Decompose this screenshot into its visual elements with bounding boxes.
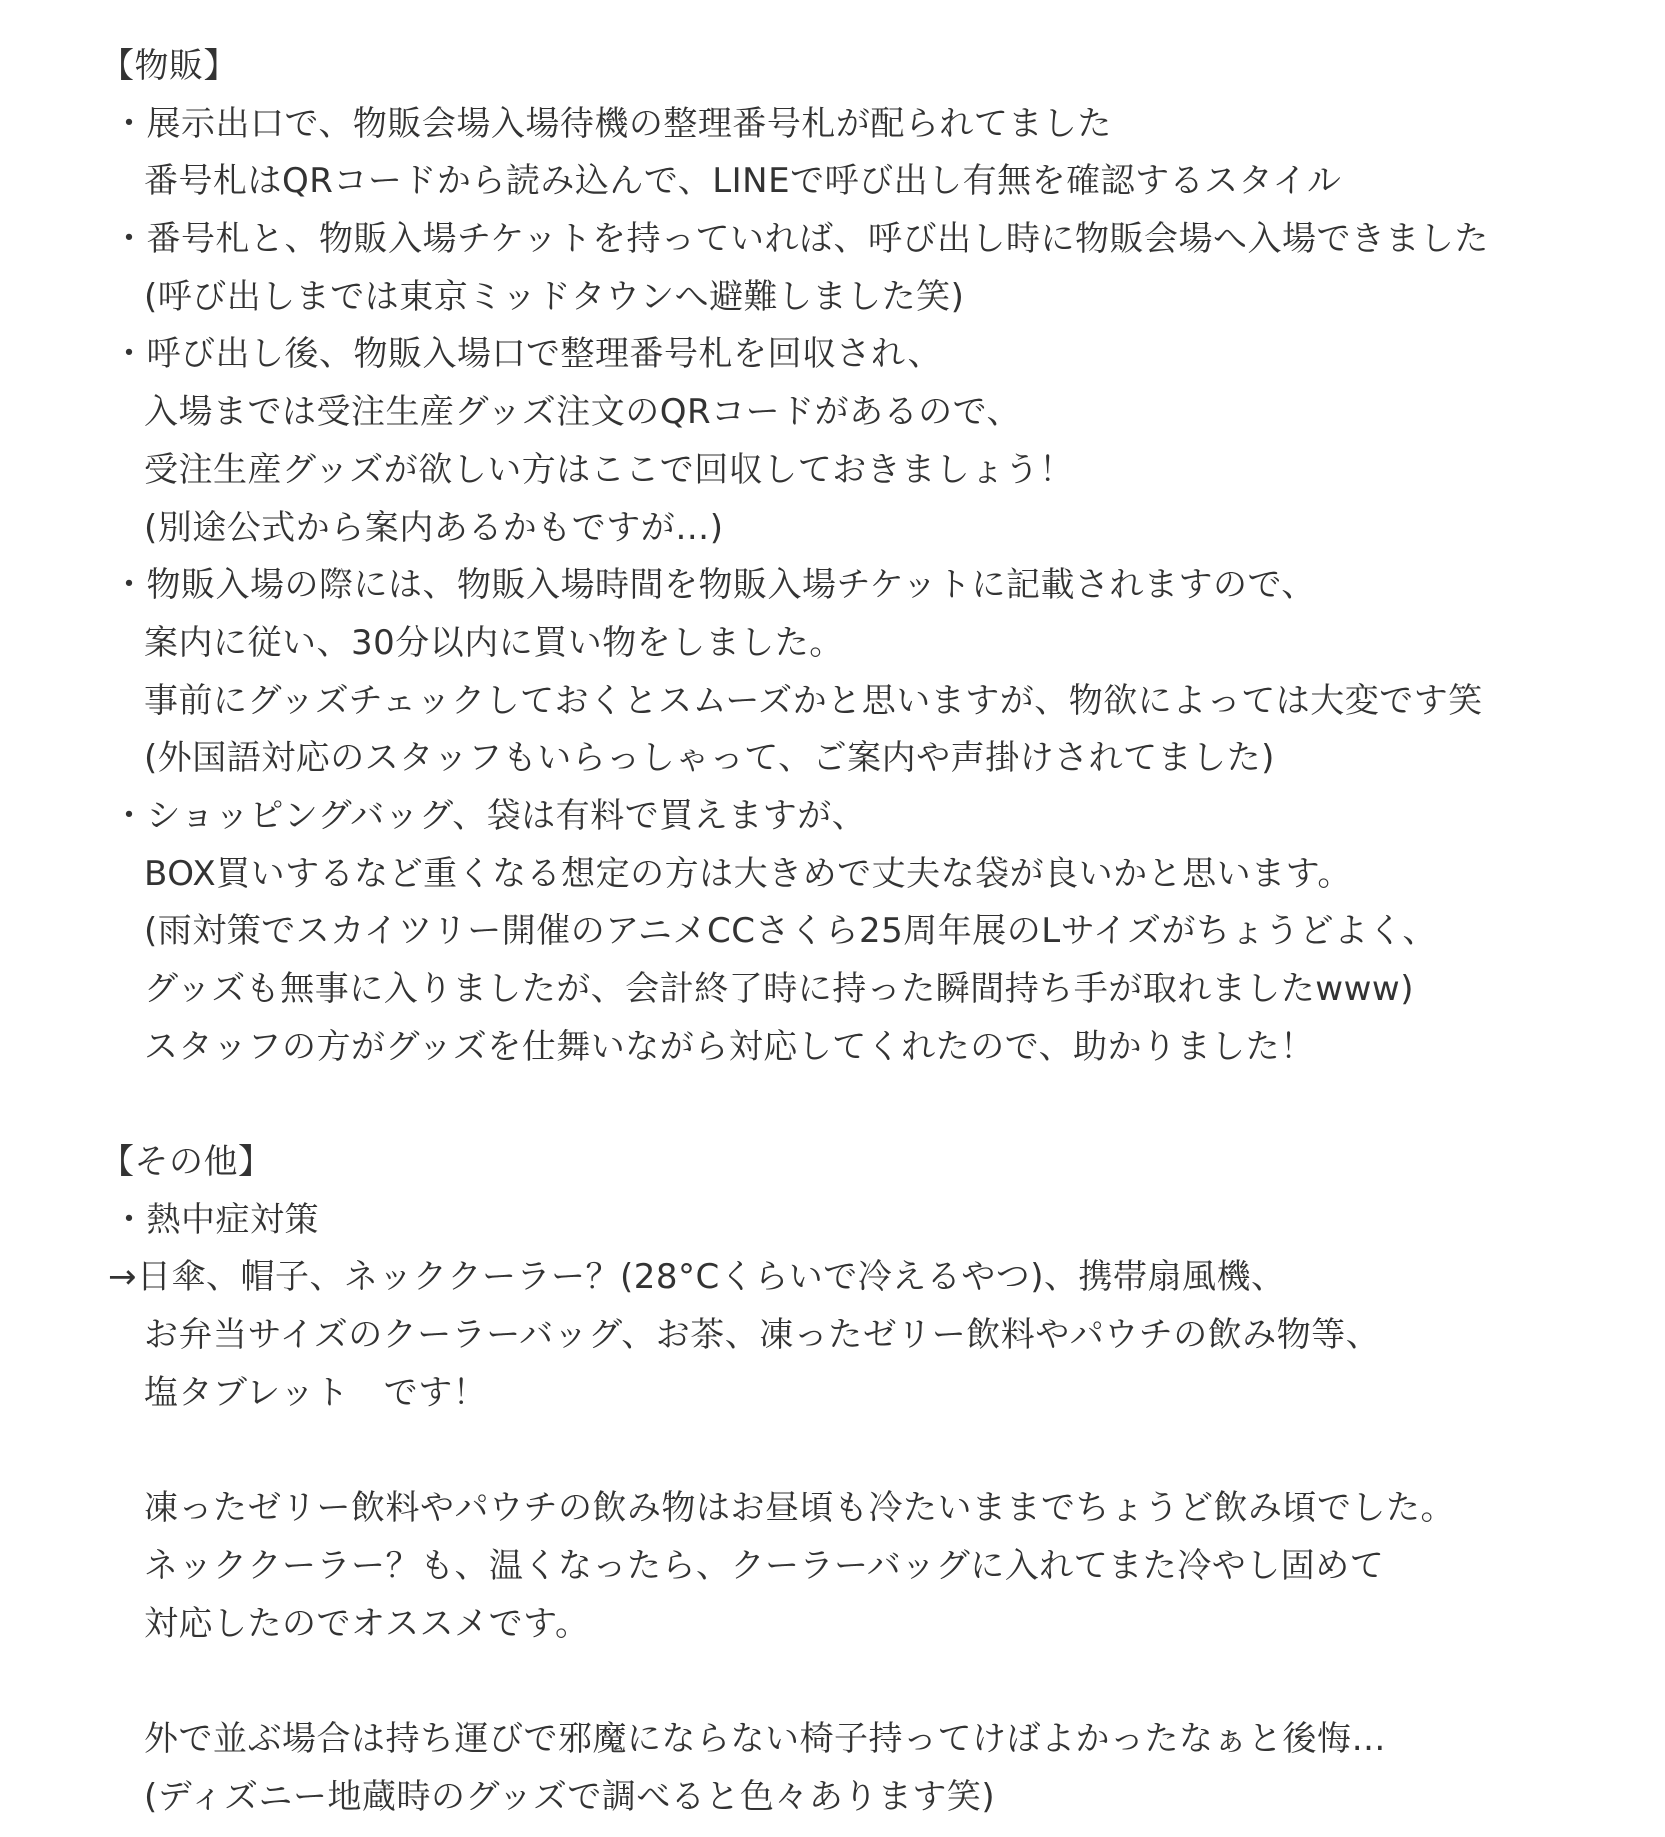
spacer [100, 1653, 1620, 1711]
text-line: 凍ったゼリー飲料やパウチの飲み物はお昼頃も冷たいままでちょうど飲み頃でした。 [144, 1488, 1455, 1529]
text-line: 対応したのでオススメです。 [144, 1603, 590, 1644]
list-item: ・番号札と、物販入場チケットを持っていれば、呼び出し時に物販会場へ入場できました [112, 219, 1489, 260]
text-line: 案内に従い、30分以内に買い物をしました。 [144, 622, 844, 663]
text-line: (雨対策でスカイツリー開催のアニメCCさくら25周年展のLサイズがちょうどよく、 [144, 911, 1437, 952]
text-line: BOX買いするなど重くなる想定の方は大きめで丈夫な袋が良いかと思います。 [144, 853, 1352, 894]
spacer [100, 1076, 1620, 1134]
text-line: →日傘、帽子、ネッククーラー？(28°Cくらいで冷えるやつ)、携帯扇風機、 [108, 1257, 1286, 1298]
text-line: 受注生産グッズが欲しい方はここで回収しておきましょう！ [144, 449, 1074, 490]
text-line: 外で並ぶ場合は持ち運びで邪魔にならない椅子持ってけばよかったなぁと後悔… [144, 1718, 1386, 1759]
list-item: ・展示出口で、物販会場入場待機の整理番号札が配られてました [112, 103, 1112, 144]
text-line: 事前にグッズチェックしておくとスムーズかと思いますが、物欲によっては大変です笑 [144, 680, 1483, 721]
text-line: (ディズニー地蔵時のグッズで調べると色々あります笑) [144, 1776, 996, 1817]
section-heading-merch: 【物販】 [100, 46, 238, 86]
spacer [100, 1423, 1620, 1481]
text-line: (外国語対応のスタッフもいらっしゃって、ご案内や声掛けされてました) [144, 738, 1275, 779]
text-line: 塩タブレット です！ [144, 1372, 488, 1413]
text-line: ネッククーラー？も、温くなったら、クーラーバッグに入れてまた冷やし固めて [144, 1545, 1385, 1586]
text-line: (別途公式から案内あるかもですが…) [144, 507, 724, 548]
document-body [100, 38, 1620, 1826]
text-line: 番号札はQRコードから読み込んで、LINEで呼び出し有無を確認するスタイル [144, 161, 1342, 202]
list-item: ・熱中症対策 [112, 1199, 319, 1240]
list-item: ・物販入場の際には、物販入場時間を物販入場チケットに記載されますので、 [112, 565, 1316, 606]
text-line: 入場までは受注生産グッズ注文のQRコードがあるので、 [144, 392, 1022, 433]
text-line: グッズも無事に入りましたが、会計終了時に持った瞬間持ち手が取れましたwww) [144, 969, 1414, 1009]
section-heading-other: 【その他】 [100, 1142, 273, 1183]
text-line: (呼び出しまでは東京ミッドタウンへ避難しました笑) [144, 276, 965, 317]
list-item: ・呼び出し後、物販入場口で整理番号札を回収され、 [112, 334, 943, 375]
text-line: スタッフの方がグッズを仕舞いながら対応してくれたので、助かりました！ [144, 1026, 1315, 1067]
list-item: ・ショッピングバッグ、袋は有料で買えますが、 [112, 795, 867, 836]
text-line: お弁当サイズのクーラーバッグ、お茶、凍ったゼリー飲料やパウチの飲み物等、 [144, 1315, 1381, 1356]
